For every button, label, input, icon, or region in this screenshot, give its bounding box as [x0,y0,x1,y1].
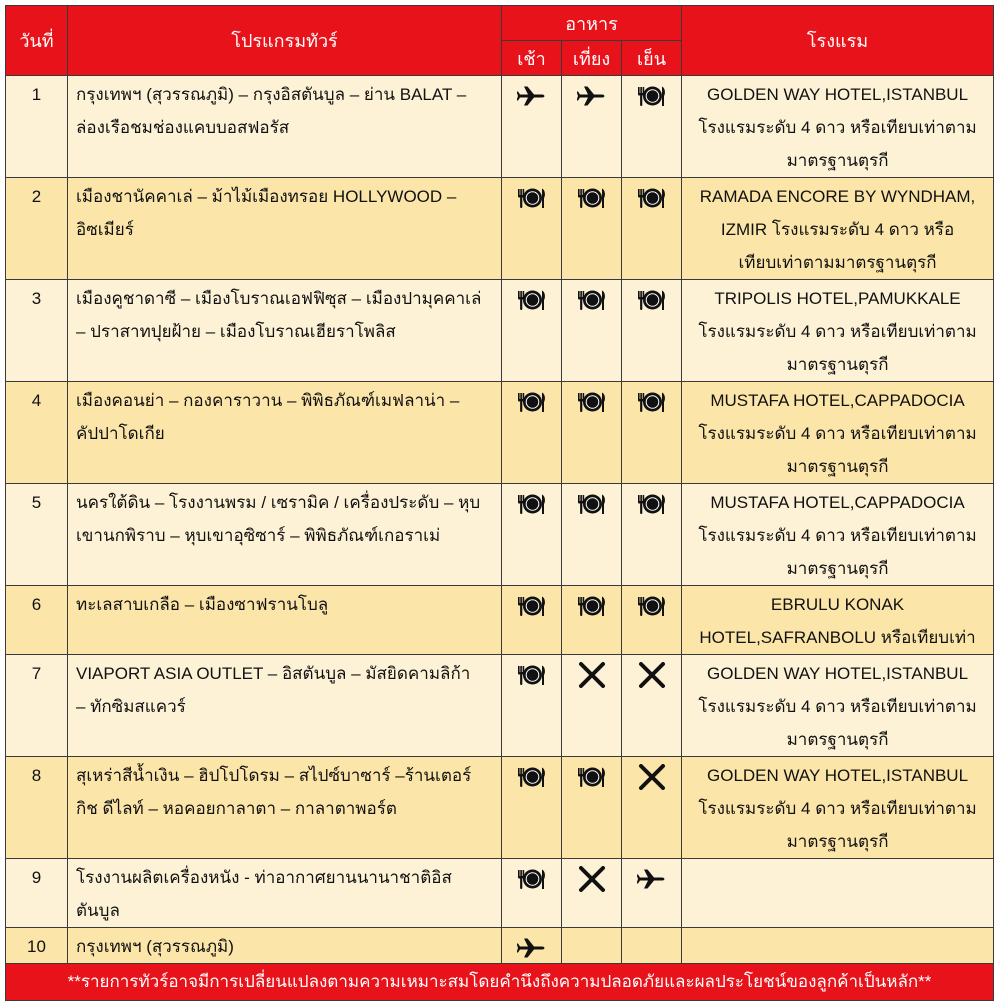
day-number: 3 [6,280,68,382]
meal-dinner [622,484,682,586]
plate-cutlery-icon [517,287,547,313]
itinerary-table [5,5,994,1001]
table-row [6,928,994,964]
meal-breakfast [502,859,562,928]
hotel-line: มาตรฐานตุรกี [786,457,889,476]
header-day: วันที่ [6,6,68,76]
meal-lunch [562,757,622,859]
itinerary-body [6,76,994,964]
plate-cutlery-icon [577,389,607,415]
meal-dinner [622,928,682,964]
plane-icon [577,83,607,109]
plate-cutlery-icon [517,866,547,892]
header-meals: อาหาร [502,6,682,41]
program-line: VIAPORT ASIA OUTLET – อิสตันบูล – มัสยิดคามลิก้า [76,664,471,683]
program-cell [68,655,502,757]
program-cell [68,586,502,655]
hotel-line: TRIPOLIS HOTEL,PAMUKKALE [714,289,961,308]
hotel-line: โรงแรมระดับ 4 ดาว หรือเทียบเท่าตาม [698,118,977,137]
hotel-line: GOLDEN WAY HOTEL,ISTANBUL [707,766,969,785]
hotel-cell [682,586,994,655]
table-row [6,382,994,484]
day-number: 2 [6,178,68,280]
hotel-cell [682,178,994,280]
hotel-line: โรงแรมระดับ 4 ดาว หรือเทียบเท่าตาม [698,322,977,341]
meal-lunch [562,655,622,757]
hotel-cell [682,382,994,484]
day-number: 5 [6,484,68,586]
hotel-line: โรงแรมระดับ 4 ดาว หรือเทียบเท่าตาม [698,526,977,545]
program-line: เมืองคอนย่า – กองคาราวาน – พิพิธภัณฑ์เมฟลาน่า – [76,391,460,410]
meal-dinner [622,859,682,928]
header-dinner: เย็น [622,41,682,76]
meal-dinner [622,757,682,859]
hotel-line: มาตรฐานตุรกี [786,355,889,374]
meal-lunch [562,382,622,484]
program-cell [68,484,502,586]
program-line: – ทักซิมสแควร์ [76,697,186,716]
table-row [6,757,994,859]
hotel-line: RAMADA ENCORE BY WYNDHAM, [699,187,976,206]
plane-icon [517,83,547,109]
program-line: ตันบูล [76,901,120,920]
meal-dinner [622,586,682,655]
meal-dinner [622,178,682,280]
plate-cutlery-icon [577,764,607,790]
footer-note: **รายการทัวร์อาจมีการเปลี่ยนแปลงตามความเหมาะสมโดยคำนึงถึงความปลอดภัยและผลประโยชน์ของลูกค้าเป็นหลัก** [6,964,994,1001]
meal-dinner [622,382,682,484]
plate-cutlery-icon [577,287,607,313]
meal-lunch [562,484,622,586]
header-breakfast: เช้า [502,41,562,76]
hotel-cell [682,859,994,928]
hotel-cell [682,757,994,859]
meal-breakfast [502,76,562,178]
plate-cutlery-icon [637,83,667,109]
meal-breakfast [502,178,562,280]
plate-cutlery-icon [517,491,547,517]
program-line: อิซเมียร์ [76,220,134,239]
meal-lunch [562,586,622,655]
program-cell [68,76,502,178]
program-cell [68,757,502,859]
header-hotel: โรงแรม [682,6,994,76]
meal-breakfast [502,655,562,757]
program-line: – ปราสาทปุยฝ้าย – เมืองโบราณเฮียราโพลิส [76,322,396,341]
plate-cutlery-icon [637,185,667,211]
hotel-line: IZMIR โรงแรมระดับ 4 ดาว หรือ [720,220,955,239]
day-number: 4 [6,382,68,484]
table-row [6,655,994,757]
day-number: 7 [6,655,68,757]
program-line: สุเหร่าสีน้ำเงิน – ฮิปโปโดรม – สไปซ์บาซาร์ –ร้านเตอร์ [76,766,472,785]
day-number: 8 [6,757,68,859]
plate-cutlery-icon [577,593,607,619]
itinerary-sheet [5,5,993,1001]
plane-icon [637,866,667,892]
cross-icon [637,764,667,790]
program-line: เขานกพิราบ – หุบเขาอุซิซาร์ – พิพิธภัณฑ์เกอราเม่ [76,526,441,545]
program-line: ล่องเรือชมช่องแคบบอสฟอรัส [76,118,290,137]
program-cell [68,280,502,382]
meal-dinner [622,280,682,382]
program-line: เมืองคูชาดาซี – เมืองโบราณเอฟฟิซุส – เมืองปามุคคาเล่ [76,289,482,308]
hotel-line: GOLDEN WAY HOTEL,ISTANBUL [707,85,969,104]
header-lunch: เที่ยง [562,41,622,76]
program-cell [68,178,502,280]
table-row [6,76,994,178]
program-line: โรงงานผลิตเครื่องหนัง - ท่าอากาศยานนานาชาติอิส [76,868,452,887]
hotel-line: โรงแรมระดับ 4 ดาว หรือเทียบเท่าตาม [698,424,977,443]
meal-breakfast [502,586,562,655]
program-line: ทะเลสาบเกลือ – เมืองซาฟรานโบลู [76,595,329,614]
hotel-line: เทียบเท่าตามมาตรฐานตุรกี [738,253,937,272]
plate-cutlery-icon [517,185,547,211]
day-number: 9 [6,859,68,928]
program-line: เมืองชานัคคาเล่ – ม้าไม้เมืองทรอย HOLLYWOOD – [76,187,457,206]
hotel-line: HOTEL,SAFRANBOLU หรือเทียบเท่า [699,628,976,647]
meal-lunch [562,928,622,964]
program-line: กิช ดีไลท์ – หอคอยกาลาตา – กาลาตาพอร์ต [76,799,397,818]
meal-breakfast [502,757,562,859]
plate-cutlery-icon [637,491,667,517]
hotel-line: มาตรฐานตุรกี [786,730,889,749]
table-row [6,484,994,586]
hotel-line: มาตรฐานตุรกี [786,151,889,170]
program-line: นครใต้ดิน – โรงงานพรม / เซรามิค / เครื่องประดับ – หุบ [76,493,481,512]
meal-lunch [562,178,622,280]
meal-dinner [622,655,682,757]
meal-lunch [562,76,622,178]
table-row [6,280,994,382]
hotel-cell [682,928,994,964]
table-row [6,178,994,280]
plate-cutlery-icon [637,389,667,415]
plate-cutlery-icon [517,389,547,415]
hotel-line: มาตรฐานตุรกี [786,559,889,578]
hotel-line: โรงแรมระดับ 4 ดาว หรือเทียบเท่าตาม [698,697,977,716]
hotel-line: MUSTAFA HOTEL,CAPPADOCIA [710,493,965,512]
meal-breakfast [502,280,562,382]
program-line: คัปปาโดเกีย [76,424,165,443]
program-line: กรุงเทพฯ (สุวรรณภูมิ) – กรุงอิสตันบูล – ย่าน BALAT – [76,85,467,104]
plate-cutlery-icon [517,764,547,790]
hotel-cell [682,655,994,757]
program-line: กรุงเทพฯ (สุวรรณภูมิ) [76,937,234,956]
program-cell [68,928,502,964]
program-cell [68,859,502,928]
hotel-line: EBRULU KONAK [770,595,905,614]
table-row [6,586,994,655]
plane-icon [517,935,547,961]
hotel-line: GOLDEN WAY HOTEL,ISTANBUL [707,664,969,683]
plate-cutlery-icon [517,662,547,688]
meal-dinner [622,76,682,178]
plate-cutlery-icon [637,287,667,313]
day-number: 10 [6,928,68,964]
plate-cutlery-icon [577,185,607,211]
cross-icon [577,866,607,892]
meal-breakfast [502,382,562,484]
hotel-cell [682,484,994,586]
hotel-line: MUSTAFA HOTEL,CAPPADOCIA [710,391,965,410]
meal-breakfast [502,484,562,586]
day-number: 1 [6,76,68,178]
hotel-line: โรงแรมระดับ 4 ดาว หรือเทียบเท่าตาม [698,799,977,818]
meal-breakfast [502,928,562,964]
cross-icon [637,662,667,688]
plate-cutlery-icon [517,593,547,619]
plate-cutlery-icon [637,593,667,619]
hotel-cell [682,280,994,382]
hotel-cell [682,76,994,178]
hotel-line: มาตรฐานตุรกี [786,832,889,851]
table-row [6,859,994,928]
header-program: โปรแกรมทัวร์ [68,6,502,76]
meal-lunch [562,280,622,382]
cross-icon [577,662,607,688]
meal-lunch [562,859,622,928]
program-cell [68,382,502,484]
day-number: 6 [6,586,68,655]
plate-cutlery-icon [577,491,607,517]
